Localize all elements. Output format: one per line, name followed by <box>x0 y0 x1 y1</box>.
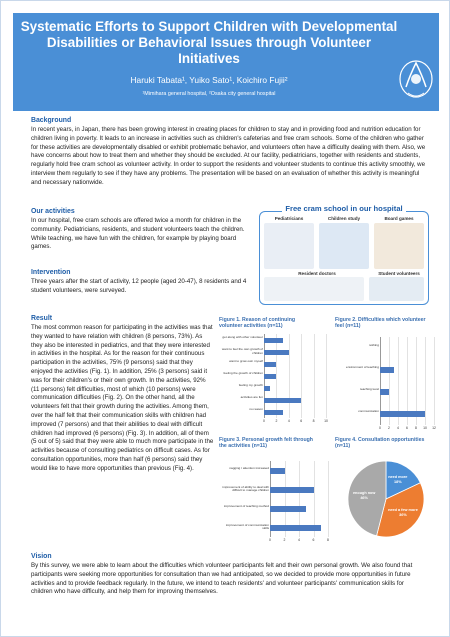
x-tick-label: 0 <box>379 426 381 430</box>
activities-heading: Our activities <box>31 208 75 215</box>
bar <box>264 338 283 343</box>
bar <box>264 350 289 355</box>
background-text: In recent years, in Japan, there has been growing interest in creating places for children to stay and in providing food and nutrition education for children living in poverty. It leads to an increase in activities such as children's cafeterias and free cram schools. Some of the children who gather for these activities are developmentally disabled or exhibit problematic behavior, and volunteers often have a difficulty dealing with them. Also, we have concerns about how to treat them and whether they should be excluded. At our facility, pediatricians, together with residents and students, regularly hold free cram school as volunteer activity. In order to support the residents and volunteer students to continue this activity smoothly, we interview them regularly to see if they have any problems. The presentation will be based on an evaluation of whether this activity is meaningful and necessary nationwide. <box>31 126 426 186</box>
x-tick-label: 10 <box>423 426 427 430</box>
result-text: The most common reason for participating in the activities was that they wanted to have relation with children (8 persons, 73%). As they also be interested in pediatrics, and that they were interested in activities in the hospital. As for the reason for their continuous participation in the activities, 75% (9 persons) said that they enjoyed the activities (Fig. 1). In addition, 25% (3 persons) said it was for their children's or their own growth. In the activities, 92% (11 persons) felt difficulties, most of which (10 persons) were communication difficulties (Fig. 2). On the other hand, all the volunteers felt that their growth during the activities. Among them, over the half felt that their communication skills with children had improved (7 persons) and that their abilities to deal with difficult children had improved (6 persons) (Fig. 3). In addition, all of them (5 out of 5) said that they were able to much more participate in the activities because of consulting pediatrics on difficult cases. As for consultation opportunities, more than half (6 persons) said they would like to have more opportunities than previous (Fig. 4). <box>31 324 214 472</box>
bar <box>380 367 394 373</box>
x-tick-label: 8 <box>327 538 329 542</box>
x-tick-label: 12 <box>432 426 436 430</box>
fig1-title: Figure 1. Reason of continuing volunteer activities (n=11) <box>219 317 296 330</box>
fig3-title: Figure 3. Personal growth felt through the activities (n=11) <box>219 437 313 450</box>
gridline <box>289 334 290 418</box>
category-label: get along with other volunteer <box>222 335 263 339</box>
board-games-illustration <box>374 223 424 269</box>
x-tick-label: 6 <box>312 538 315 542</box>
student-volunteers-illustration <box>369 277 424 301</box>
gridline <box>326 334 327 418</box>
x-tick-label: 8 <box>312 419 315 423</box>
bar <box>380 411 425 417</box>
author-list: Haruki Tabata¹, Yuiko Sato¹, Koichiro Fujii² <box>130 75 288 85</box>
gridline <box>425 337 426 425</box>
category-label: nothing <box>368 343 379 347</box>
x-tick-label: 0 <box>269 538 271 542</box>
category-label: improvement of ability to deal with difficult to manage children <box>222 484 269 493</box>
x-tick-label: 4 <box>397 426 399 430</box>
children-study-illustration <box>319 223 369 269</box>
category-label: want to grow own myself <box>229 359 263 363</box>
gridline <box>301 334 302 418</box>
category-label: improvement of teaching method <box>223 503 269 508</box>
bar <box>264 386 270 391</box>
category-label: nagging / attention increased <box>229 465 269 470</box>
category-label: improvement of communication skills <box>226 522 269 531</box>
gridline <box>328 461 329 537</box>
category-label: environment of teaching <box>345 365 379 369</box>
label-resident-doctors: Resident doctors <box>298 271 336 276</box>
gridline <box>434 337 435 425</box>
bar <box>270 506 306 512</box>
illustration-title: Free cram school in our hospital <box>259 204 429 213</box>
fig4-title: Figure 4. Consultation opportunities (n=11) <box>335 437 425 450</box>
category-label: want to feel the own growth of children <box>221 347 263 355</box>
intervention-text: Three years after the start of activity, 12 people (aged 20-47), 8 residents and 4 student volunteers, were surveyed. <box>31 278 247 294</box>
bar <box>270 525 321 531</box>
label-children-study: Children study <box>327 216 361 221</box>
x-tick-label: 2 <box>275 419 278 423</box>
x-tick-label: 2 <box>388 426 390 430</box>
category-label: teaching level <box>360 387 379 391</box>
category-label: feeling the growth of children <box>223 371 263 375</box>
x-tick-label: 8 <box>415 426 417 430</box>
resident-doctors-illustration <box>264 277 364 301</box>
poster-title: Systematic Efforts to Support Children with Developmental Disabilities or Behavioral Issues through Volunteer Initiatives <box>20 19 398 66</box>
category-label: communication <box>358 409 379 413</box>
activities-text: In our hospital, free cram schools are offered twice a month for children in the community. Pediatricians, residents, and student volunteers teach the children. While teaching, we have fun with the children, for example by playing board games. <box>31 217 245 251</box>
x-tick-label: 4 <box>287 419 290 423</box>
label-board-games: Board games <box>384 216 414 221</box>
vision-text: By this survey, we were able to learn about the difficulties which volunteer participants felt and their own personal growth. We also found that participants were seeking more opportunities for consultation than we had anticipated, so we decided to provide more opportunities in future activities and to provide feedback regularly. In the future, we intend to teach residents' and volunteer participants' communication skills for children who have difficulty, and help them for improving themselves. <box>31 562 413 596</box>
bar <box>264 410 283 415</box>
pie-slice-label: need a few more 36% <box>388 508 418 517</box>
bar <box>264 398 301 403</box>
x-tick-label: 10 <box>324 419 328 423</box>
pediatricians-illustration <box>264 223 314 269</box>
x-tick-label: 2 <box>283 538 286 542</box>
pie-slice-label: enough now 46% <box>352 491 376 500</box>
x-tick-label: 6 <box>406 426 408 430</box>
fig2-title: Figure 2. Difficulties which volunteer feel (n=11) <box>335 317 426 330</box>
x-tick-label: 6 <box>300 419 303 423</box>
bar <box>264 374 276 379</box>
label-student-volunteers: Student volunteers <box>378 271 420 276</box>
hospital-logo-icon <box>398 57 434 103</box>
label-pediatricians: Pediatricians <box>274 216 304 221</box>
header-banner <box>13 13 439 111</box>
bar <box>270 468 285 474</box>
x-tick-label: 4 <box>298 538 300 542</box>
gridline <box>314 334 315 418</box>
gridline <box>276 334 277 418</box>
background-heading: Background <box>31 117 72 124</box>
intervention-heading: Intervention <box>31 269 71 276</box>
category-label: no reason <box>249 407 263 411</box>
x-tick-label: 0 <box>263 419 265 423</box>
pie-slice-label: need more 18% <box>388 475 408 484</box>
vision-heading: Vision <box>31 553 52 560</box>
category-label: activities are fun <box>240 395 263 399</box>
category-label: feeling my growth <box>238 383 263 387</box>
affiliations: ¹Mimihara general hospital, ²Osaka city general hospital <box>142 91 276 97</box>
bar <box>380 389 389 395</box>
bar <box>270 487 314 493</box>
result-heading: Result <box>31 315 53 322</box>
bar <box>264 362 276 367</box>
